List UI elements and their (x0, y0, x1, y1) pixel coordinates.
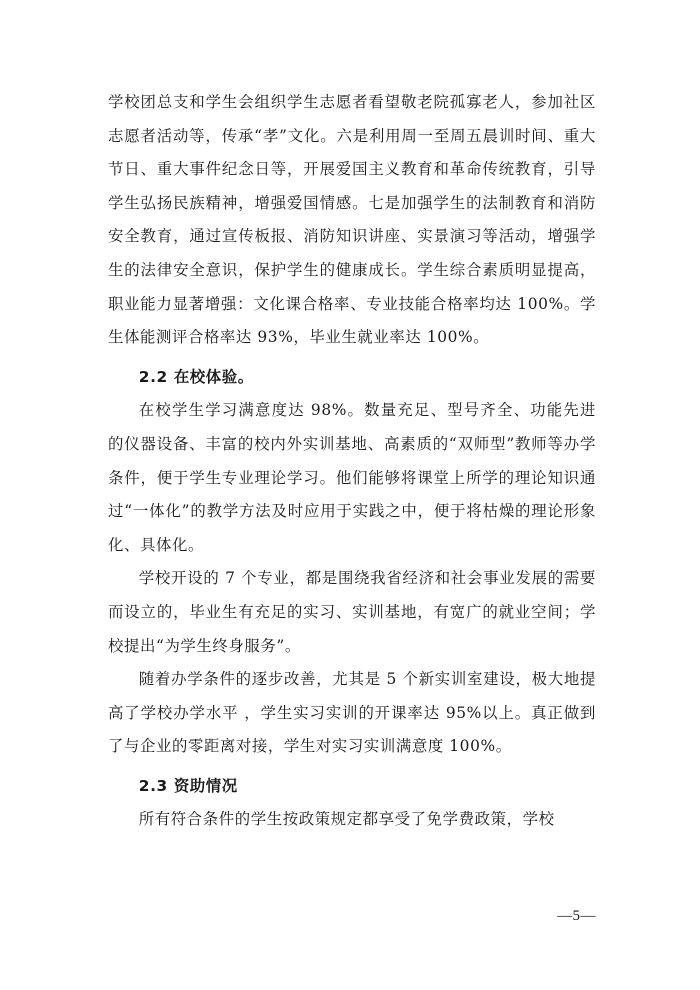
document-body (108, 86, 596, 837)
paragraph-training-rooms: 随着办学条件的逐步改善，尤其是 5 个新实训室建设，极大地提高了学校办学水平 ，学生实习实训的开课率达 95%以上。真正做到了与企业的零距离对接，学生对实习实训满意度 100%。 (108, 670, 596, 756)
paragraph-satisfaction: 在校学生学习满意度达 98%。数量充足、型号齐全、功能先进的仪器设备、丰富的校内外实训基地、高素质的“双师型”教师等办学条件，便于学生专业理论学习。他们能够将课堂上所学的理论知识通过“一体化”的教学方法及时应用于实践之中，便于将枯燥的理论形象化、具体化。 (108, 401, 596, 554)
paragraph-majors: 学校开设的 7 个专业，都是围绕我省经济和社会事业发展的需要而设立的，毕业生有充足的实习、实训基地，有宽广的就业空间；学校提出“为学生终身服务”。 (108, 569, 596, 655)
paragraph-continued: 学校团总支和学生会组织学生志愿者看望敬老院孤寡老人，参加社区志愿者活动等，传承“孝”文化。六是利用周一至周五晨训时间、重大节日、重大事件纪念日等，开展爱国主义教育和革命传统教育，引导学生弘扬民族精神，增强爱国情感。七是加强学生的法制教育和消防安全教育，通过宣传板报、消防知识讲座、实景演习等活动，增强学生的法律安全意识，保护学生的健康成长。学生综合素质明显提高，职业能力显著增强：文化课合格率、专业技能合格率均达 100%。学生体能测评合格率达 93%，毕业生就业率达 100%。 (108, 93, 596, 347)
section-heading-2-3: 2.3 资助情况 (138, 776, 238, 795)
paragraph-financial-aid: 所有符合条件的学生按政策规定都享受了免学费政策，学校 (138, 810, 555, 829)
section-heading-2-2: 2.2 在校体验。 (138, 367, 254, 386)
page-number: —5— (557, 908, 596, 924)
